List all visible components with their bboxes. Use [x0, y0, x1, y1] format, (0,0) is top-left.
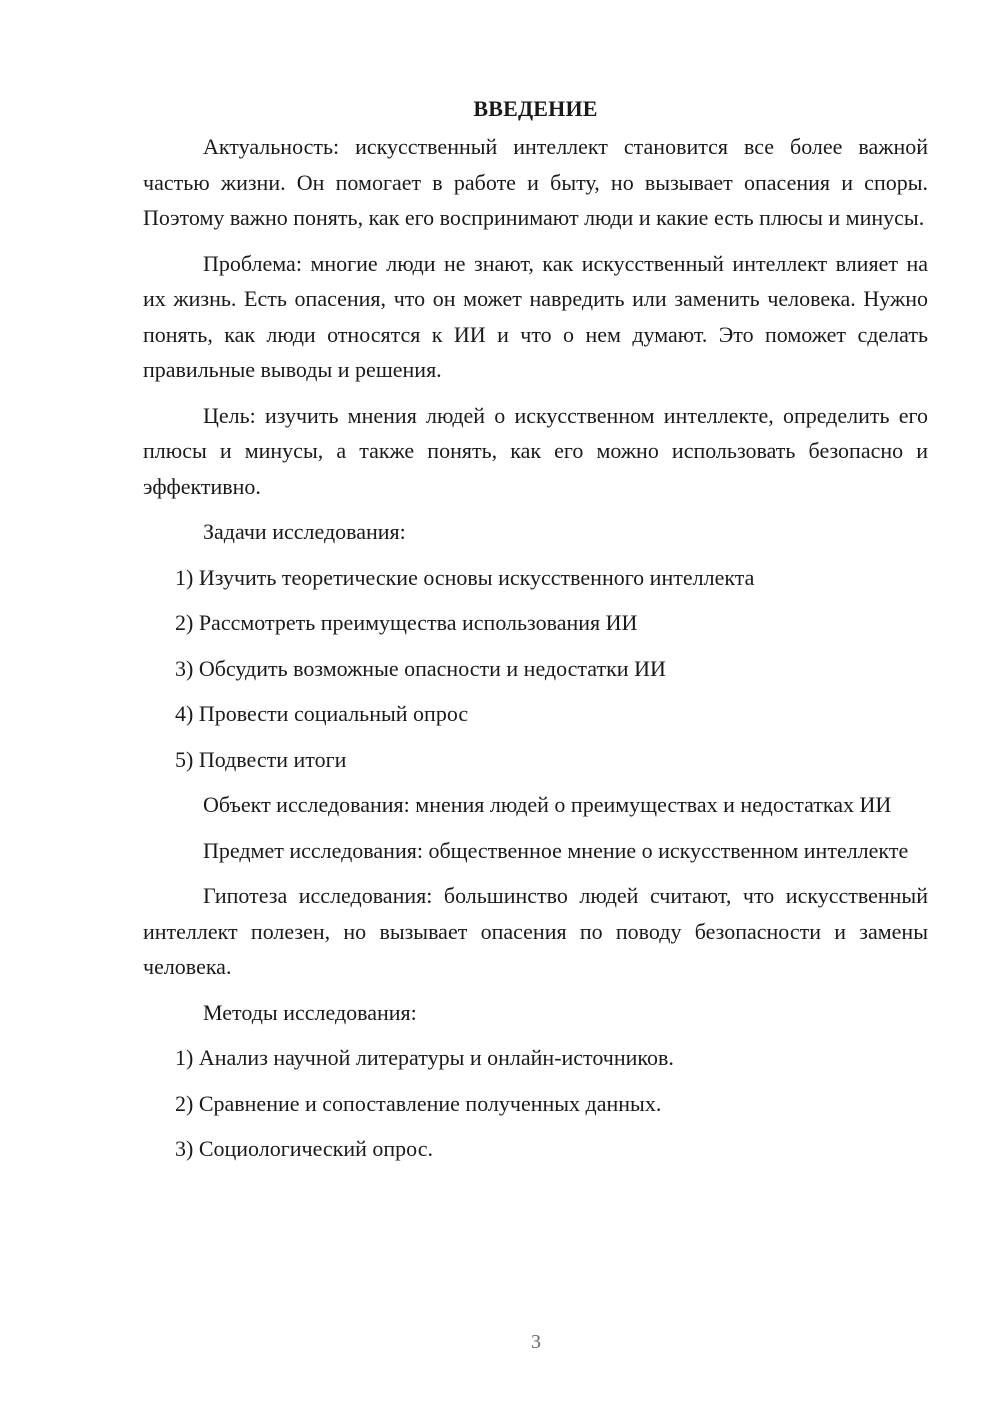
tasks-heading: Задачи исследования:: [203, 519, 406, 544]
method-item: 3) Социологический опрос.: [175, 1136, 433, 1161]
hypothesis-paragraph: Гипотеза исследования: большинство людей считают, что искусственный интеллект полезен, но вызывает опасения по поводу безопасности и замены человека.: [143, 883, 928, 979]
page-title: ВВЕДЕНИЕ: [473, 96, 598, 121]
task-item: 2) Рассмотреть преимущества использования ИИ: [175, 610, 638, 635]
document-page: [143, 92, 928, 1177]
page-number: 3: [531, 1331, 541, 1353]
object-paragraph: Объект исследования: мнения людей о преимуществах и недостатках ИИ: [203, 792, 892, 817]
task-item: 1) Изучить теоретические основы искусственного интеллекта: [175, 564, 755, 590]
methods-heading: Методы исследования:: [203, 999, 417, 1025]
relevance-paragraph: Актуальность: искусственный интеллект становится все более важной частью жизни. Он помогает в работе и быту, но вызывает опасения и споры. Поэтому важно понять, как его воспринимают люди и какие есть плюсы и минусы.: [143, 134, 928, 230]
task-item: 3) Обсудить возможные опасности и недостатки ИИ: [175, 655, 666, 681]
subject-paragraph: Предмет исследования: общественное мнение о искусственном интеллекте: [203, 837, 909, 863]
method-item: 1) Анализ научной литературы и онлайн-источников.: [175, 1045, 674, 1070]
task-item: 4) Провести социальный опрос: [175, 701, 469, 726]
problem-paragraph: Проблема: многие люди не знают, как искусственный интеллект влияет на их жизнь. Есть опасения, что он может навредить или заменить человека. Нужно понять, как люди относятся к ИИ и что о нем думают. Это поможет сделать правильные выводы и решения.: [143, 250, 928, 382]
task-item: 5) Подвести итоги: [175, 746, 347, 772]
goal-paragraph: Цель: изучить мнения людей о искусственном интеллекте, определить его плюсы и минусы, а также понять, как его можно использовать безопасно и эффективно.: [143, 402, 928, 499]
method-item: 2) Сравнение и сопоставление полученных данных.: [175, 1090, 662, 1116]
